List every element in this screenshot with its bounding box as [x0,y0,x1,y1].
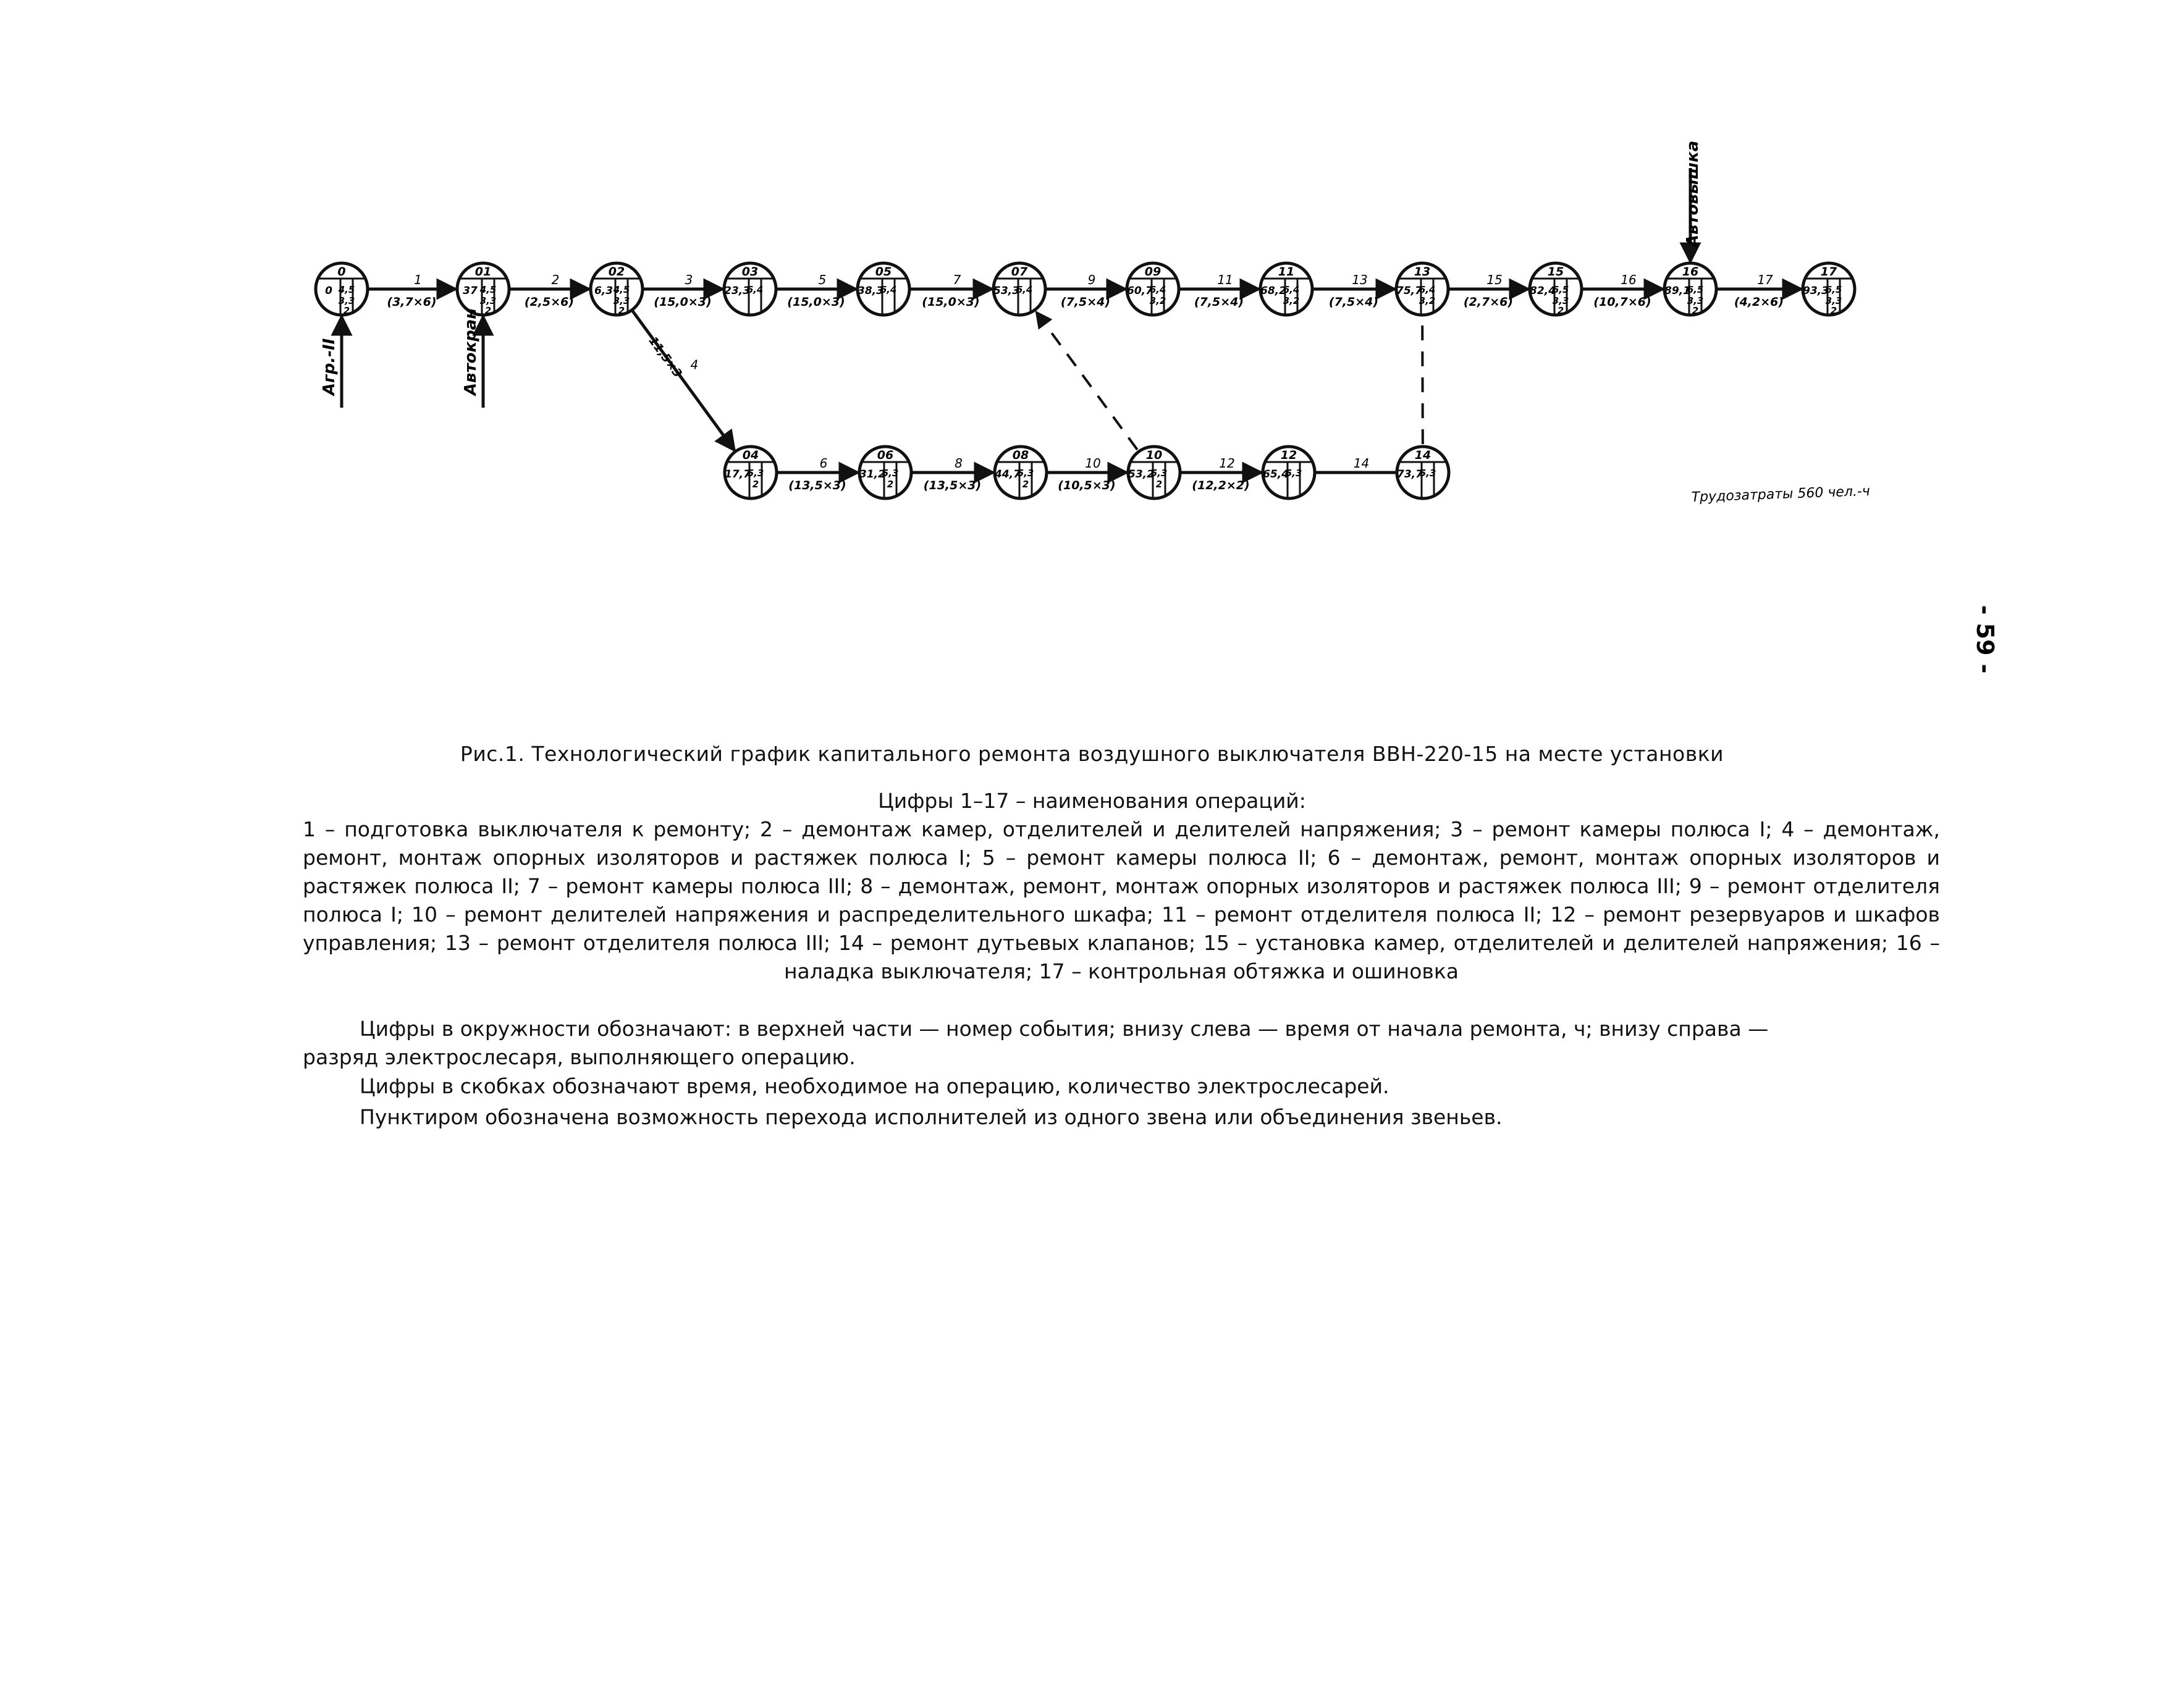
event-crew: 3,3 [1552,295,1569,306]
event-time: 73,7 [1397,468,1423,481]
event-node-15 [1530,263,1582,316]
event-time: 93,3 [1803,285,1829,297]
event-time: 68,2 [1260,285,1286,297]
edge-op-4 [632,310,735,451]
event-number: 07 [1011,265,1028,279]
event-crew: 2 [1557,305,1564,316]
dashed-link-10-07 [1036,312,1137,450]
edge-op-number: 4 [690,357,699,372]
event-grade: 6,4 [1283,284,1300,295]
edge-params: (10,7×6) [1593,295,1651,309]
event-node-17 [1803,263,1855,316]
event-time: 75,7 [1396,285,1422,297]
event-crew: 3,3 [613,295,630,306]
edge-params: (7,5×4) [1328,295,1379,309]
note-bracket-notation: Цифры в скобках обозначают время, необходимое на операцию, количество электрослесарей. [360,1074,1389,1098]
event-node-11 [1260,263,1312,315]
external-input-label: Автовышка [1684,140,1702,247]
event-number: 01 [474,265,492,279]
event-crew: 3,3 [1687,295,1704,306]
edge-op-11 [1179,272,1259,309]
edge-op-number: 8 [955,456,963,471]
edge-arrow [632,310,735,451]
event-grade: 6,5 [1552,284,1569,295]
event-time: 17,7 [725,468,751,481]
note-circle-notation: Цифры в окружности обозначают: в верхней части — номер события; внизу слева — время от начала ремонта, ч; внизу справа — разряд электрослесаря, выполняющего операцию. [303,1017,1769,1069]
event-grade: 6,4 [1149,284,1166,295]
edge-params: (4,2×6) [1734,295,1784,309]
edge-params: (13,5×3) [923,479,982,492]
event-number: 06 [877,448,894,462]
event-grade: 6,5 [1825,284,1842,295]
event-crew: 3,2 [1149,295,1166,306]
edge-params: (2,7×6) [1463,295,1514,309]
event-grade: 5,3 [747,468,764,479]
event-grade: 5,3 [1017,468,1034,479]
event-node-12 [1263,447,1315,498]
figure-caption: Рис.1. Технологический график капитального ремонта воздушного выключателя ВВН-220-15 на месте установки [460,742,1724,766]
event-number: 14 [1414,448,1431,462]
edge-op-8 [911,456,993,492]
edge-op-2 [509,272,589,309]
operations-list: 1 – подготовка выключателя к ремонту; 2 – демонтаж камер, отделителей и делителей напряжения; 3 – ремонт камеры полюса I; 4 – демонтаж, ремонт, монтаж опорных изоляторов и растяжек полюса I; 5 – ремонт камеры полюса II; 6 – демонтаж, ремонт, монтаж опорных изоляторов и растяжек полюса II; 7 – ремонт камеры полюса III; 8 – демонтаж, ремонт, монтаж опорных изоляторов и растяжек полюса III; 9 – ремонт отделителя полюса I; 10 – ремонт делителей напряжения и распределительного шкафа; 11 – ремонт отделителя полюса II; 12 – ремонт резервуаров и шкафов управления; 13 – ремонт отделителя полюса III; 14 – ремонт дутьевых клапанов; 15 – установка камер, отделителей и делителей напряжения; 16 – наладка выключателя; 17 – контрольная обтяжка и ошиновка [303,817,1940,983]
event-number: 04 [742,448,759,462]
edge-op-number: 13 [1352,272,1368,287]
event-grade: 5,3 [1150,468,1168,479]
edge-op-number: 17 [1757,272,1773,287]
event-time: 65,4 [1263,468,1289,481]
external-input-label: Агр.-II [320,338,339,395]
edge-op-6 [777,456,858,492]
edge-op-3 [643,272,723,309]
event-node-07 [993,263,1045,315]
external-input-first [320,316,342,408]
edge-params: (10,5×3) [1058,479,1116,492]
event-number: 12 [1280,448,1297,462]
event-grade: 4,5 [338,284,355,295]
event-time: 37 [463,285,478,297]
event-number: 16 [1682,265,1699,279]
event-grade: 5,3 [1285,468,1302,479]
event-grade: 6,4 [746,284,764,295]
event-grade: 6,4 [1016,284,1033,295]
event-time: 53,3 [993,285,1019,297]
event-crew: 2 [752,479,759,490]
edge-params: (3,7×6) [387,295,437,309]
edge-op-number: 6 [819,456,828,471]
event-grade: 6,4 [880,284,897,295]
edge-op-number: 14 [1353,456,1370,471]
event-number: 15 [1547,265,1564,279]
edge-op-number: 1 [414,272,422,287]
edge-op-number: 5 [818,272,827,287]
labor-cost-label: Трудозатраты 560 чел.-ч [1691,483,1871,505]
event-node-06 [859,447,911,498]
event-node-16 [1664,263,1716,316]
event-node-08 [994,447,1047,498]
edge-op-14 [1315,456,1396,473]
edge-op-number: 11 [1217,272,1233,287]
edge-op-16 [1582,272,1663,309]
edge-op-number: 15 [1486,272,1503,287]
edge-op-9 [1045,272,1126,309]
edge-op-number: 2 [551,272,560,287]
external-input-autotower [1684,141,1702,262]
event-number: 11 [1278,265,1295,279]
event-crew: 2 [1830,305,1837,316]
edge-params: 11,5×3 [646,334,685,380]
event-crew: 3,3 [479,295,497,306]
event-time: 23,3 [724,285,750,297]
event-crew: 3,3 [338,295,355,306]
event-time: 0 [325,285,332,297]
event-time: 44,7 [995,468,1021,481]
edge-op-17 [1716,272,1802,309]
edge-op-7 [909,272,992,309]
event-node-03 [724,263,776,315]
event-time: 60,7 [1127,285,1153,297]
event-number: 17 [1820,265,1837,279]
external-input-label: Автокран [462,308,480,395]
event-grade: 5,3 [882,468,899,479]
network-diagram [0,0,2184,729]
edges-layer [368,272,1802,492]
edge-op-1 [368,272,456,309]
event-node-0 [316,263,368,316]
edge-op-number: 9 [1087,272,1096,287]
event-grade: 5,3 [1419,468,1436,479]
event-time: 89,1 [1664,285,1690,297]
edge-params: (15,0×3) [922,295,980,309]
edge-op-12 [1180,456,1262,492]
edge-params: (15,0×3) [654,295,712,309]
event-crew: 2 [1155,479,1163,490]
event-number: 10 [1145,448,1163,462]
edge-op-number: 7 [953,272,961,287]
event-time: 6,3 [594,285,613,297]
edge-op-10 [1047,456,1127,492]
event-node-05 [858,263,909,315]
event-crew: 3,2 [1283,295,1300,306]
event-number: 02 [608,265,625,279]
event-grade: 6,4 [1419,284,1436,295]
event-number: 03 [741,265,759,279]
edge-params: (2,5×6) [524,295,575,309]
edge-op-15 [1448,272,1528,309]
event-number: 05 [875,265,892,279]
dashed-link-14-13 [1422,317,1423,444]
event-crew: 2 [484,305,492,316]
event-crew: 2 [1692,305,1699,316]
external-input-autocrane [462,308,483,408]
event-time: 38,3 [858,285,883,297]
event-node-14 [1397,447,1449,498]
event-time: 53,2 [1128,468,1154,481]
event-crew: 3,2 [1419,295,1436,306]
note-dashed-notation: Пунктиром обозначена возможность перехода исполнителей из одного звена или объединения звеньев. [360,1105,1503,1129]
edge-params: (7,5×4) [1194,295,1244,309]
event-crew: 2 [887,479,894,490]
event-grade: 4,5 [479,284,497,295]
edge-op-number: 16 [1621,272,1637,287]
event-node-04 [725,447,777,498]
event-node-02 [591,263,643,316]
edge-op-number: 12 [1219,456,1235,471]
edge-params: (12,2×2) [1192,479,1250,492]
event-node-13 [1396,263,1448,315]
event-number: 13 [1414,265,1431,279]
event-grade: 6,5 [1687,284,1704,295]
edge-op-number: 3 [685,272,693,287]
legend-title: Цифры 1–17 – наименования операций: [878,789,1306,813]
edge-op-5 [776,272,856,309]
event-crew: 3,3 [1825,295,1842,306]
page-number: - 59 - [1971,605,1999,674]
edge-params: (7,5×4) [1060,295,1111,309]
event-number: 09 [1144,265,1162,279]
event-crew: 2 [1022,479,1029,490]
edge-op-number: 10 [1085,456,1101,471]
event-node-09 [1127,263,1179,315]
edge-params: (15,0×3) [787,295,845,309]
dashed-links-layer [1036,312,1423,450]
event-time: 82,4 [1530,285,1556,297]
event-number: 08 [1012,448,1029,462]
event-node-10 [1128,447,1180,498]
event-number: 0 [337,265,346,279]
event-time: 31,2 [859,468,885,481]
event-crew: 2 [618,305,625,316]
event-grade: 4,5 [613,284,630,295]
event-crew: 2 [343,305,350,316]
edge-op-13 [1312,272,1395,309]
edge-params: (13,5×3) [788,479,846,492]
